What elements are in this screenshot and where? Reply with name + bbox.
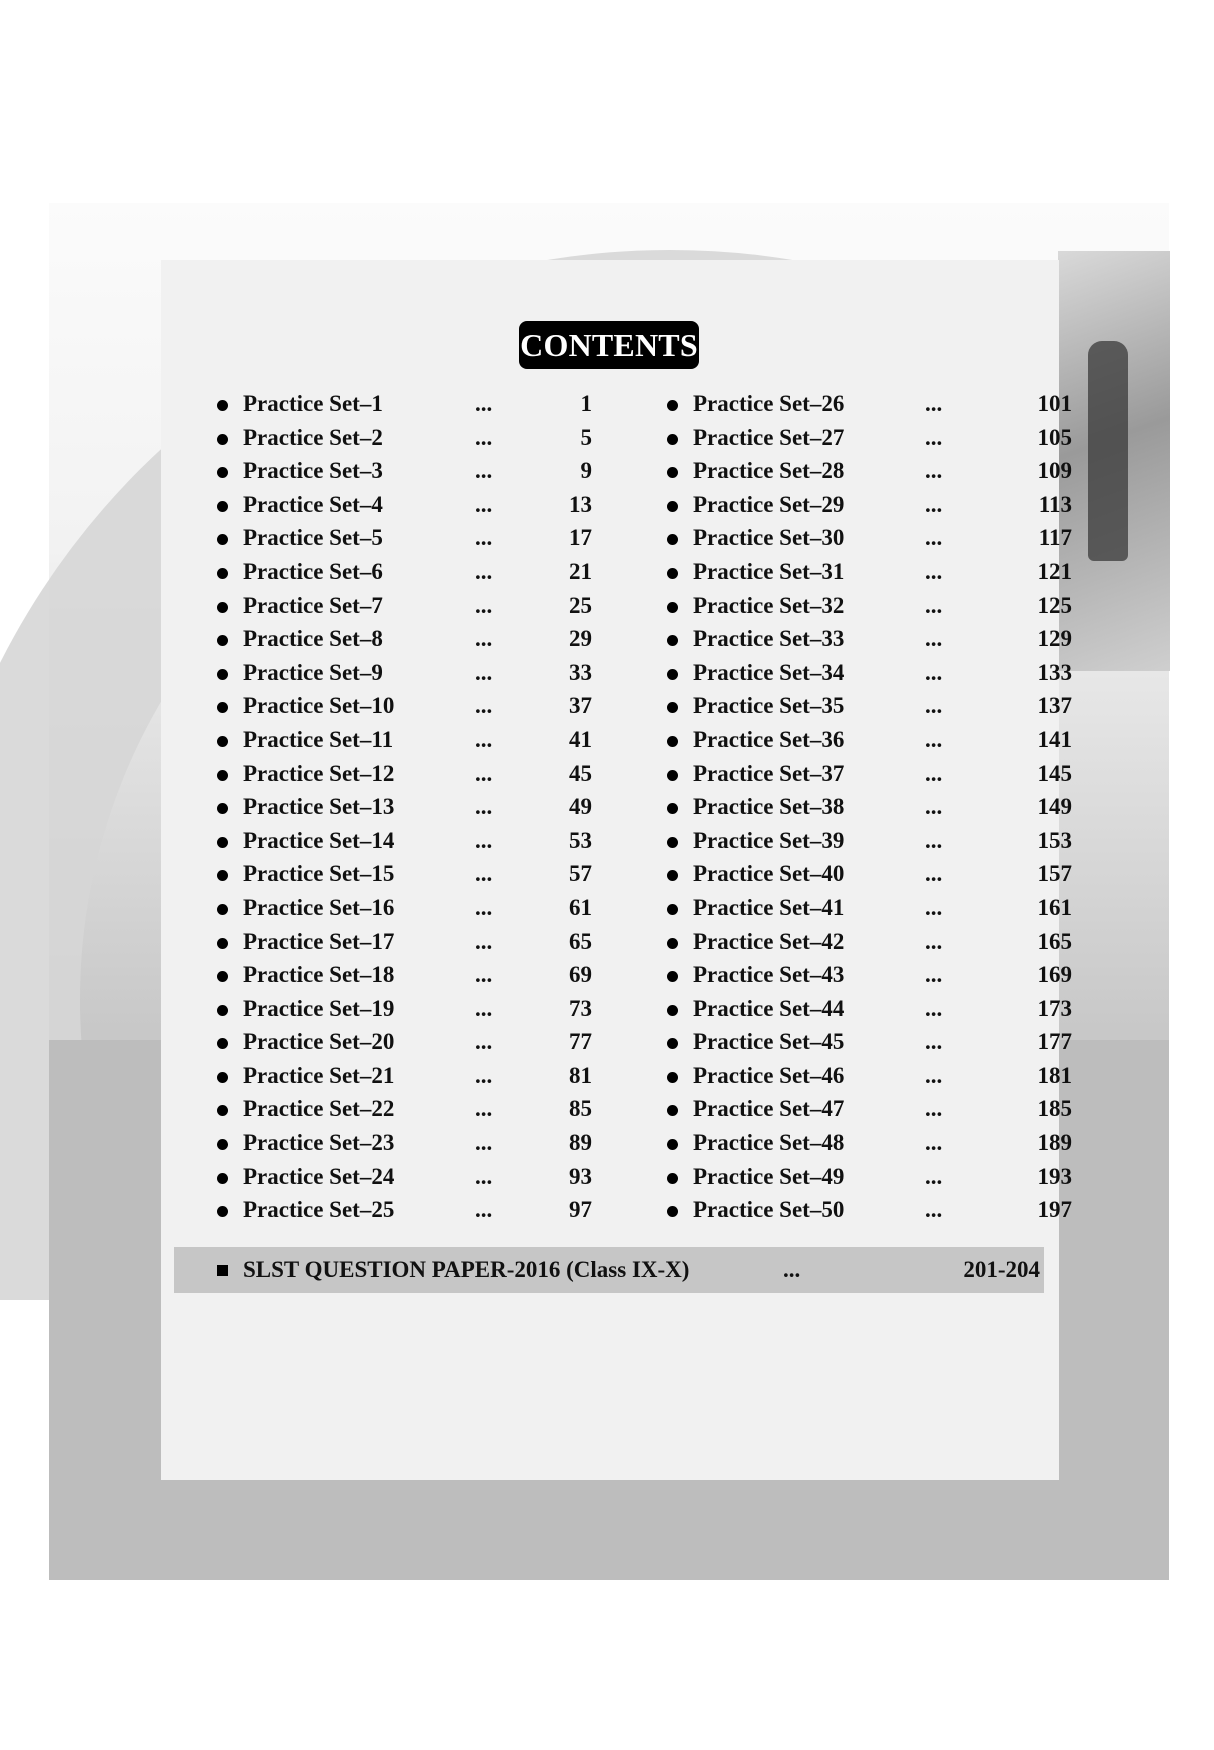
toc-entry-leader: ... (475, 659, 493, 685)
toc-entry[interactable] (212, 723, 592, 757)
bullet-icon (667, 1206, 678, 1217)
contents-column-right (662, 387, 1072, 1227)
toc-entry-page: 41 (569, 726, 592, 752)
toc-entry-label: Practice Set–38 (693, 794, 845, 820)
toc-entry[interactable] (662, 521, 1072, 555)
toc-entry-page: 45 (569, 760, 592, 786)
toc-entry[interactable] (212, 488, 592, 522)
toc-entry-leader: ... (475, 592, 493, 618)
toc-entry-leader: ... (475, 424, 493, 450)
toc-entry[interactable] (662, 454, 1072, 488)
toc-entry[interactable] (662, 925, 1072, 959)
toc-entry-label: Practice Set–22 (243, 1096, 395, 1122)
bullet-icon (667, 971, 678, 982)
toc-entry-leader: ... (475, 558, 493, 584)
toc-entry-leader: ... (475, 995, 493, 1021)
bullet-icon (667, 1038, 678, 1049)
toc-entry-leader: ... (925, 424, 943, 450)
toc-entry[interactable] (662, 857, 1072, 891)
bullet-icon (217, 971, 228, 982)
toc-entry-label: Practice Set–19 (243, 995, 395, 1021)
toc-entry-page: 61 (569, 894, 592, 920)
toc-entry-leader: ... (925, 1062, 943, 1088)
toc-entry-leader: ... (925, 1029, 943, 1055)
bullet-icon (217, 770, 228, 781)
toc-entry-page: 117 (1038, 525, 1072, 551)
toc-entry-page: 73 (569, 995, 592, 1021)
toc-entry-leader: ... (925, 995, 943, 1021)
bullet-icon (667, 1173, 678, 1184)
bullet-icon (667, 837, 678, 848)
toc-entry-leader: ... (475, 794, 493, 820)
bullet-icon (667, 1139, 678, 1150)
toc-entry[interactable] (212, 757, 592, 791)
toc-entry-page: 145 (1037, 760, 1072, 786)
toc-entry-page: 25 (569, 592, 592, 618)
bullet-icon (217, 669, 228, 680)
toc-entry-leader: ... (925, 491, 943, 517)
bullet-icon (667, 736, 678, 747)
photo-figure (1088, 341, 1128, 561)
toc-entry-label: Practice Set–7 (243, 592, 383, 618)
bullet-icon (217, 568, 228, 579)
toc-entry-leader: ... (475, 760, 493, 786)
toc-entry[interactable] (212, 656, 592, 690)
toc-entry-page: 149 (1037, 794, 1072, 820)
toc-entry-leader: ... (475, 391, 493, 416)
toc-entry-label: Practice Set–25 (243, 1197, 395, 1223)
toc-entry-page: 37 (569, 693, 592, 719)
toc-entry-label: Practice Set–40 (693, 861, 845, 887)
toc-entry-page: 161 (1037, 894, 1072, 920)
bullet-icon (667, 702, 678, 713)
toc-entry-page: 197 (1037, 1197, 1072, 1223)
toc-entry-leader: ... (475, 1062, 493, 1088)
bullet-icon (667, 1105, 678, 1116)
toc-entry[interactable] (212, 521, 592, 555)
toc-entry-label: Practice Set–47 (693, 1096, 845, 1122)
bullet-icon (217, 837, 228, 848)
bullet-icon (217, 467, 228, 478)
toc-entry-page: 109 (1037, 458, 1072, 484)
toc-entry-page: 177 (1037, 1029, 1072, 1055)
toc-entry-label: Practice Set–16 (243, 894, 395, 920)
toc-entry[interactable] (212, 387, 592, 421)
bullet-icon (667, 434, 678, 445)
toc-entry[interactable] (662, 723, 1072, 757)
toc-entry-label: Practice Set–6 (243, 558, 383, 584)
toc-entry-leader: ... (925, 659, 943, 685)
toc-entry-label: Practice Set–1 (243, 391, 383, 416)
bullet-icon (217, 1005, 228, 1016)
toc-entry-label: Practice Set–32 (693, 592, 845, 618)
toc-entry-label: Practice Set–26 (693, 391, 845, 416)
toc-entry-label: Practice Set–24 (243, 1163, 395, 1189)
toc-entry-page: 105 (1037, 424, 1072, 450)
toc-entry-page: 97 (569, 1197, 592, 1223)
toc-entry-page: 77 (569, 1029, 592, 1055)
toc-entry-page: 169 (1037, 962, 1072, 988)
toc-entry-page: 29 (569, 626, 592, 652)
toc-entry-leader: ... (925, 1130, 943, 1156)
toc-entry-page: 165 (1037, 928, 1072, 954)
toc-entry[interactable] (212, 1092, 592, 1126)
square-bullet-icon (217, 1265, 228, 1276)
toc-entry[interactable] (662, 622, 1072, 656)
toc-entry-leader: ... (925, 558, 943, 584)
toc-entry-leader: ... (925, 525, 943, 551)
toc-entry-page: 5 (580, 424, 592, 450)
toc-entry-leader: ... (925, 458, 943, 484)
bullet-icon (217, 534, 228, 545)
toc-entry-label: Practice Set–43 (693, 962, 845, 988)
toc-entry-label: Practice Set–45 (693, 1029, 845, 1055)
toc-entry-page: 121 (1037, 558, 1072, 584)
toc-entry-label: Practice Set–18 (243, 962, 395, 988)
toc-entry-leader: ... (475, 827, 493, 853)
toc-entry[interactable] (662, 689, 1072, 723)
toc-entry-label: Practice Set–28 (693, 458, 845, 484)
toc-entry[interactable] (212, 421, 592, 455)
toc-entry[interactable] (212, 925, 592, 959)
toc-entry[interactable] (662, 1193, 1072, 1227)
toc-entry-leader: ... (475, 1197, 493, 1223)
toc-entry-label: Practice Set–44 (693, 995, 845, 1021)
toc-entry-leader: ... (925, 861, 943, 887)
toc-entry-page: 69 (569, 962, 592, 988)
toc-entry-label: Practice Set–23 (243, 1130, 395, 1156)
toc-entry[interactable] (212, 1160, 592, 1194)
toc-entry-leader: ... (475, 525, 493, 551)
toc-entry-page: 49 (569, 794, 592, 820)
toc-entry-label: Practice Set–42 (693, 928, 845, 954)
toc-entry-label: Practice Set–33 (693, 626, 845, 652)
toc-entry-label: Practice Set–4 (243, 491, 383, 517)
bullet-icon (217, 1038, 228, 1049)
bullet-icon (667, 803, 678, 814)
toc-entry-label: Practice Set–46 (693, 1062, 845, 1088)
bullet-icon (217, 803, 228, 814)
background-photo (1058, 251, 1170, 671)
bullet-icon (667, 602, 678, 613)
toc-entry-page: 141 (1037, 726, 1072, 752)
toc-entry[interactable] (662, 992, 1072, 1026)
bullet-icon (667, 635, 678, 646)
toc-entry-leader: ... (475, 491, 493, 517)
bullet-icon (217, 1139, 228, 1150)
bullet-icon (217, 434, 228, 445)
toc-entry-label: Practice Set–10 (243, 693, 395, 719)
toc-entry-page: 13 (569, 491, 592, 517)
bullet-icon (667, 904, 678, 915)
toc-entry-label: Practice Set–27 (693, 424, 845, 450)
toc-entry[interactable] (662, 656, 1072, 690)
toc-entry-label: Practice Set–14 (243, 827, 395, 853)
bullet-icon (217, 1105, 228, 1116)
contents-column-left (212, 387, 592, 1227)
bullet-icon (667, 669, 678, 680)
toc-entry-page: 93 (569, 1163, 592, 1189)
bullet-icon (217, 635, 228, 646)
toc-entry[interactable] (662, 757, 1072, 791)
bullet-icon (217, 736, 228, 747)
toc-entry-leader: ... (925, 827, 943, 853)
toc-entry-page: 85 (569, 1096, 592, 1122)
toc-entry-page: 173 (1037, 995, 1072, 1021)
toc-entry[interactable] (662, 891, 1072, 925)
toc-entry-label: Practice Set–30 (693, 525, 845, 551)
toc-entry[interactable] (212, 555, 592, 589)
toc-entry-label: Practice Set–9 (243, 659, 383, 685)
toc-entry-page: 17 (569, 525, 592, 551)
toc-entry[interactable] (662, 824, 1072, 858)
toc-entry-leader: ... (475, 458, 493, 484)
bullet-icon (667, 770, 678, 781)
toc-entry[interactable] (662, 387, 1072, 421)
toc-entry-leader: ... (475, 726, 493, 752)
bullet-icon (667, 400, 678, 411)
toc-entry[interactable] (662, 1025, 1072, 1059)
bullet-icon (667, 501, 678, 512)
toc-entry-leader: ... (475, 962, 493, 988)
toc-entry[interactable] (212, 1059, 592, 1093)
toc-entry[interactable] (212, 824, 592, 858)
toc-entry-leader: ... (475, 861, 493, 887)
toc-entry[interactable] (212, 589, 592, 623)
toc-entry-leader: ... (925, 894, 943, 920)
toc-entry-page: 9 (580, 458, 592, 484)
slst-entry-leader: ... (783, 1257, 801, 1282)
bullet-icon (217, 1072, 228, 1083)
toc-entry[interactable] (662, 421, 1072, 455)
toc-entry-page: 21 (569, 558, 592, 584)
toc-entry-label: Practice Set–11 (243, 726, 394, 752)
bullet-icon (217, 1173, 228, 1184)
toc-entry-page: 153 (1037, 827, 1072, 853)
bullet-icon (667, 938, 678, 949)
toc-entry-label: Practice Set–17 (243, 928, 395, 954)
toc-entry-leader: ... (475, 1163, 493, 1189)
toc-entry-page: 53 (569, 827, 592, 853)
toc-entry-leader: ... (475, 894, 493, 920)
slst-entry-label: SLST QUESTION PAPER-2016 (Class IX-X) (243, 1257, 690, 1282)
toc-entry-leader: ... (475, 1029, 493, 1055)
toc-entry-label: Practice Set–8 (243, 626, 383, 652)
toc-entry-label: Practice Set–5 (243, 525, 383, 551)
bullet-icon (217, 870, 228, 881)
bullet-icon (667, 870, 678, 881)
toc-entry-page: 101 (1037, 391, 1072, 416)
bullet-icon (217, 501, 228, 512)
toc-entry[interactable] (212, 1126, 592, 1160)
toc-entry-page: 193 (1037, 1163, 1072, 1189)
toc-entry[interactable] (662, 555, 1072, 589)
toc-entry[interactable] (662, 1092, 1072, 1126)
toc-entry-page: 125 (1037, 592, 1072, 618)
toc-entry-leader: ... (925, 928, 943, 954)
toc-entry-page: 189 (1037, 1130, 1072, 1156)
toc-entry[interactable] (212, 790, 592, 824)
bullet-icon (667, 1072, 678, 1083)
toc-entry-leader: ... (925, 592, 943, 618)
toc-entry[interactable] (212, 454, 592, 488)
toc-entry-label: Practice Set–15 (243, 861, 395, 887)
toc-entry-label: Practice Set–2 (243, 424, 383, 450)
toc-entry[interactable] (212, 891, 592, 925)
toc-entry-leader: ... (925, 693, 943, 719)
toc-entry-leader: ... (925, 1163, 943, 1189)
bullet-icon (217, 702, 228, 713)
toc-entry-leader: ... (925, 760, 943, 786)
toc-entry-page: 129 (1037, 626, 1072, 652)
toc-entry-page: 113 (1038, 491, 1072, 517)
page-title: CONTENTS (519, 321, 699, 369)
bullet-icon (217, 400, 228, 411)
toc-entry-page: 157 (1037, 861, 1072, 887)
toc-entry-label: Practice Set–31 (693, 558, 845, 584)
toc-entry-leader: ... (475, 928, 493, 954)
toc-entry[interactable] (212, 1193, 592, 1227)
toc-entry[interactable] (212, 958, 592, 992)
toc-entry[interactable] (662, 589, 1072, 623)
toc-entry-label: Practice Set–21 (243, 1062, 395, 1088)
toc-entry-label: Practice Set–37 (693, 760, 845, 786)
toc-entry-leader: ... (475, 1096, 493, 1122)
toc-entry-page: 1 (580, 391, 592, 416)
toc-entry-page: 89 (569, 1130, 592, 1156)
toc-entry-page: 137 (1037, 693, 1072, 719)
toc-entry[interactable] (662, 1160, 1072, 1194)
toc-entry[interactable] (212, 857, 592, 891)
toc-entry[interactable] (212, 622, 592, 656)
toc-entry-leader: ... (475, 693, 493, 719)
bullet-icon (217, 938, 228, 949)
bullet-icon (667, 568, 678, 579)
bullet-icon (217, 1206, 228, 1217)
toc-entry-leader: ... (925, 391, 943, 416)
toc-entry-label: Practice Set–35 (693, 693, 845, 719)
toc-entry-label: Practice Set–50 (693, 1197, 845, 1223)
toc-entry-label: Practice Set–34 (693, 659, 845, 685)
toc-entry[interactable] (662, 1126, 1072, 1160)
toc-entry[interactable] (662, 1059, 1072, 1093)
bullet-icon (667, 534, 678, 545)
toc-entry-leader: ... (925, 1096, 943, 1122)
toc-entry-label: Practice Set–3 (243, 458, 383, 484)
bullet-icon (217, 602, 228, 613)
toc-entry-leader: ... (475, 626, 493, 652)
toc-entry-page: 33 (569, 659, 592, 685)
toc-entry-label: Practice Set–49 (693, 1163, 845, 1189)
toc-entry-page: 133 (1037, 659, 1072, 685)
toc-entry[interactable] (662, 958, 1072, 992)
toc-entry-page: 185 (1037, 1096, 1072, 1122)
toc-entry-label: Practice Set–20 (243, 1029, 395, 1055)
bullet-icon (667, 1005, 678, 1016)
bullet-icon (667, 467, 678, 478)
toc-entry-label: Practice Set–39 (693, 827, 845, 853)
toc-entry-label: Practice Set–13 (243, 794, 395, 820)
toc-entry-label: Practice Set–36 (693, 726, 845, 752)
toc-entry-leader: ... (925, 626, 943, 652)
toc-entry-leader: ... (925, 726, 943, 752)
toc-entry[interactable] (212, 689, 592, 723)
toc-entry-leader: ... (925, 1197, 943, 1223)
toc-entry[interactable] (212, 1025, 592, 1059)
bullet-icon (217, 904, 228, 915)
toc-entry[interactable] (212, 992, 592, 1026)
slst-question-paper-entry[interactable] (174, 1247, 1044, 1293)
toc-entry[interactable] (662, 790, 1072, 824)
toc-entry-leader: ... (925, 962, 943, 988)
toc-entry-leader: ... (475, 1130, 493, 1156)
toc-entry-page: 65 (569, 928, 592, 954)
toc-entry-leader: ... (925, 794, 943, 820)
toc-entry-label: Practice Set–48 (693, 1130, 845, 1156)
slst-entry-page: 201-204 (963, 1257, 1040, 1282)
toc-entry-page: 81 (569, 1062, 592, 1088)
toc-entry-label: Practice Set–12 (243, 760, 395, 786)
toc-entry[interactable] (662, 488, 1072, 522)
toc-entry-label: Practice Set–41 (693, 894, 845, 920)
toc-entry-page: 181 (1037, 1062, 1072, 1088)
toc-entry-label: Practice Set–29 (693, 491, 845, 517)
toc-entry-page: 57 (569, 861, 592, 887)
